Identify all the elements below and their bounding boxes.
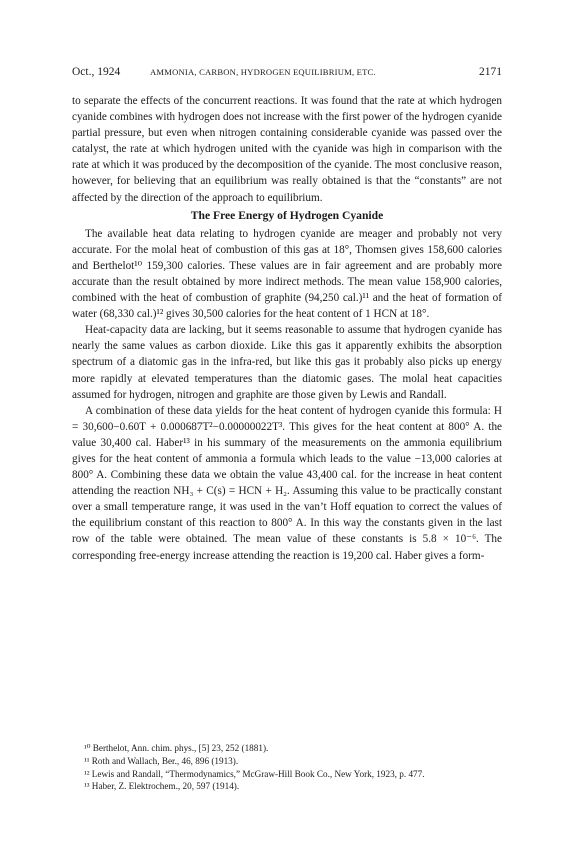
paragraph-heat-data: The available heat data relating to hydrogen cyanide are meager and probably not very accurate. For the molal heat of combustion of this gas at 18°, Thomsen gives 158,600 calories and Berthelot¹⁰ 159,300 calories. These values are in fair agreement and are probably more accurate than the result obtained by more indirect methods. The mean value 158,900 calories, combined with the heat of combustion of graphite (94,250 cal.)¹¹ and the heat of formation of water (68,330 cal.)¹² gives 30,500 calories for the heat content of 1 HCN at 18°.: [72, 227, 502, 321]
paragraph-combination: A combination of these data yields for the heat content of hydrogen cyanide this formula: H = 30,600−0.60T + 0.000687T²−0.00000022T³. This gives for the heat content at 800° A. the value 30,400 cal. Haber¹³ in his summary of the measurements on the ammonia equilibrium gives for the heat content of ammonia a formula which leads to the value −13,000 calories at 800° A. Combining these data we obtain the value 43,400 cal. for the increase in heat content attending the reaction NH₃ + C(s) = HCN + H₂. Assuming this value to be practically constant over a small temperature range, it was used in the van’t Hoff equation to correct the values of the equilibrium constant of this reaction to 800° A. In this way the constants given in the last row of the table were obtained. The mean value of these constants is 5.8 × 10⁻⁶. The corresponding free-energy increase attending the reaction is 19,200 cal. Haber gives a form-: [72, 404, 502, 562]
article-body: [72, 93, 502, 564]
section-heading: The Free Energy of Hydrogen Cyanide: [190, 208, 384, 222]
footnotes: [72, 742, 502, 793]
footnote-11: ¹¹ Roth and Wallach, Ber., 46, 896 (1913).: [84, 755, 239, 766]
running-title: AMMONIA, CARBON, HYDROGEN EQUILIBRIUM, ETC.: [150, 67, 376, 77]
paragraph-continuation: to separate the effects of the concurrent reactions. It was found that the rate at which hydrogen cyanide combines with hydrogen does not increase with the first power of the hydrogen cyanide partial pressure, but even when nitrogen containing considerable cyanide was passed over the catalyst, the rate at which hydrogen united with the cyanide was high in comparison with the rate at which it was produced by the decomposition of the cyanide. The most conclusive reason, however, for believing that an equilibrium was really obtained is that the “constants” are not affected by the direction of the approach to equilibrium.: [72, 95, 502, 204]
issue-date: Oct., 1924: [72, 66, 121, 78]
footnote-13: ¹³ Haber, Z. Elektrochem., 20, 597 (1914).: [84, 781, 240, 792]
running-header: [72, 66, 502, 82]
page-number: 2171: [479, 66, 502, 78]
footnote-12: ¹² Lewis and Randall, “Thermodynamics,” McGraw-Hill Book Co., New York, 1923, p. 477.: [84, 768, 425, 779]
footnote-10: ¹⁰ Berthelot, Ann. chim. phys., [5] 23, 252 (1881).: [84, 743, 269, 753]
paragraph-heat-capacity: Heat-capacity data are lacking, but it seems reasonable to assume that hydrogen cyanide has nearly the same values as carbon dioxide. Like this gas it apparently exhibits the absorption spectrum of a diatomic gas in the infra-red, but like this gas it probably also picks up energy more rapidly at elevated temperatures than the diatomic gases. The molal heat capacities assumed for hydrogen, nitrogen and graphite are those given by Lewis and Randall.: [72, 324, 502, 401]
